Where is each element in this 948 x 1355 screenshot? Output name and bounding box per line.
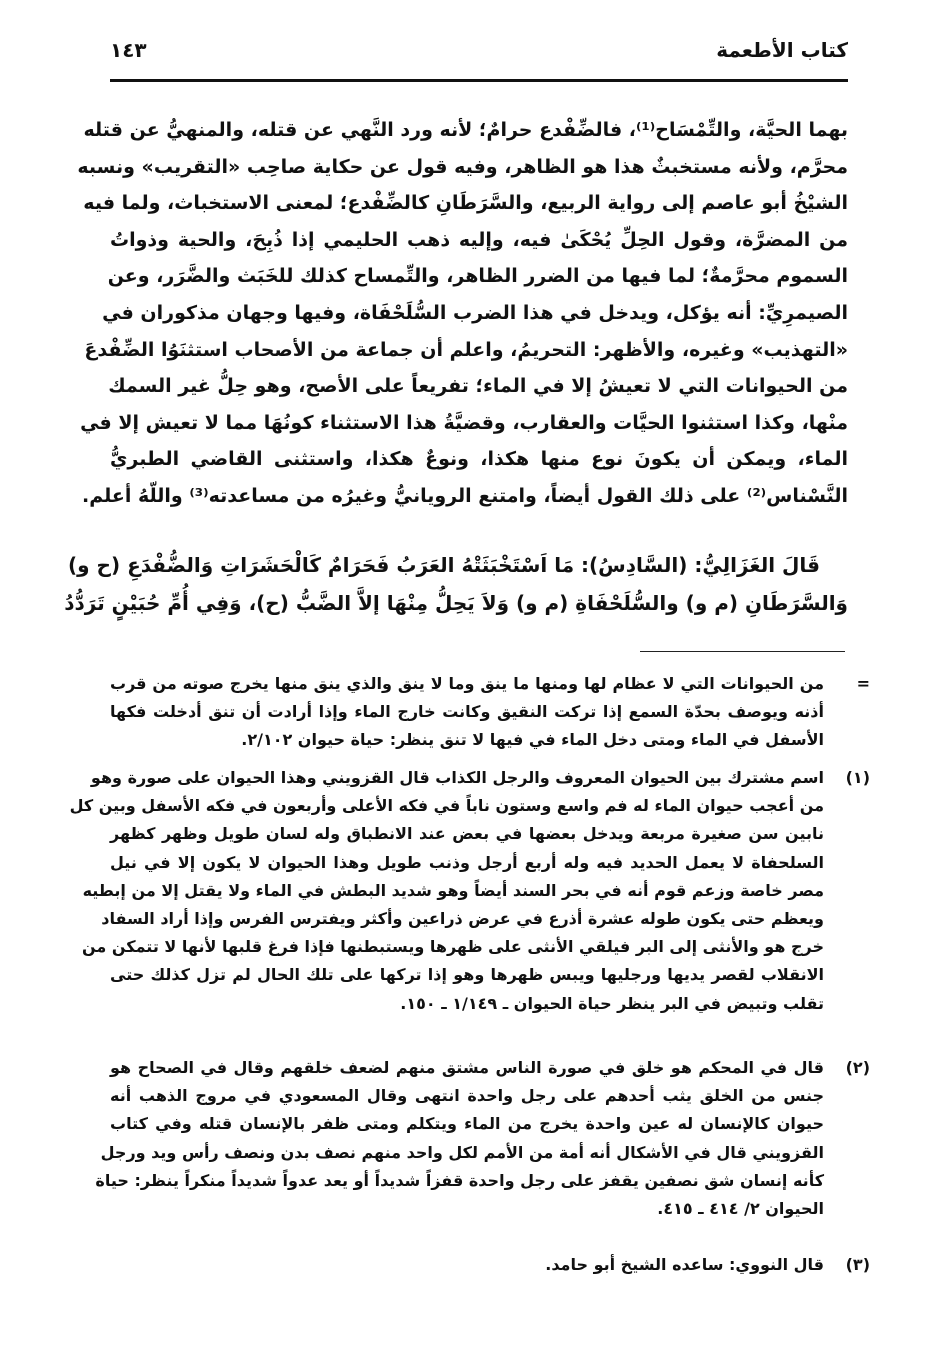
commentary-text bbox=[77, 112, 848, 515]
text-line: منْها، وكذا استثنوا الحيَّات والعقارب، وقضيَّةُ هذا الاستثناء كونُهَا مما لا تعيش إلا في bbox=[80, 411, 848, 434]
text-line: «التهذيب» وغيره، والأظهر: التحريمُ، واعلم أن جماعة من الأصحاب استثنَوُا الضِّفْدعَ bbox=[84, 338, 848, 361]
footnote-line: ويعظم حتى يكون طوله عشرة أذرع في عرض ذراعين وأكثر ويفترس الفرس وإذا أراد السفاد bbox=[101, 908, 824, 928]
footnote-line: حيوان كالإنسان له عين واحدة يخرج من الماء ويتكلم ومتى ظفر بالإنسان قتله وفي كتاب bbox=[110, 1114, 824, 1134]
matn-text bbox=[64, 546, 848, 622]
running-title: كتاب الأطعمة bbox=[716, 38, 848, 62]
footnote-line: مصر خاصة وزعم قوم أنه في بحر السند أيضاً وهو شديد البطش في الماء ولا يقتل إلا من إبطيه bbox=[82, 880, 824, 900]
footnote-line: القزويني قال في الأشكال أنه أمة من الأمم لكل واحد منهم نصف بدن ونصف رأس ويد ورجل bbox=[100, 1142, 824, 1162]
footnote-2 bbox=[95, 1054, 870, 1223]
text-line: النَّسْناس⁽²⁾ على ذلك القول أيضاً، وامتنع الرويانيُّ وغيرُه من مساعدته⁽³⁾ واللّهُ أعلم. bbox=[81, 484, 848, 507]
footnote-line: الأسفل في الماء ومتى دخل الماء في فيها لا تنق ينظر: حياة حيوان ٢/١٠٢. bbox=[241, 730, 824, 750]
footnote-line: اسم مشترك بين الحيوان المعروف والرجل الكذاب قال القزويني وهذا الحيوان على صورة وهو bbox=[90, 768, 824, 787]
footnote-line: تقلب وتبيض في البر ينظر حياة الحيوان ـ ١/١٤٩ ـ ١٥٠. bbox=[400, 993, 824, 1013]
footnote-line: السلحفاة لا يعمل الحديد فيه وله أربع أرجل وذنب طويل وهذا الحيوان لا يكون إلا في نيل bbox=[110, 852, 824, 872]
text-line: السموم محرَّمةٌ؛ لما فيها من الضرر الظاهر، والتِّمساح كذلك للخَبَث والضَّرَر، وعن bbox=[107, 265, 848, 288]
footnote-continued bbox=[110, 670, 870, 755]
text-line: محرَّم، ولأنه مستخبثٌ هذا هو الظاهر، وفيه قول عن حكاية صاحِب «التقريب» ونسبه bbox=[77, 155, 848, 178]
footnote-marker: = bbox=[856, 674, 870, 693]
footnote-line: أذنه ويوصف بحدّة السمع إذا تركت النقيق وكانت خارج الماء وإذا أرادت أن تنق أدخلت فكها bbox=[110, 702, 824, 722]
footnote-marker: (٣) bbox=[845, 1255, 870, 1274]
footnote-line: الحيوان ٢/ ٤١٤ ـ ٤١٥. bbox=[657, 1198, 824, 1218]
page-number: ١٤٣ bbox=[110, 38, 147, 62]
footnote-line: كأنه إنسان شق نصفين يقفز على رجل واحدة قفزاً شديداً أو يعد عدواً شديداً منكراً ينظر: حياة bbox=[95, 1170, 824, 1190]
matn-line: وَالسَّرَطَانِ (م و) والسُّلَحْفَاةِ (م و) وَلاَ يَحِلُّ مِنْهَا إلاَّ الضَّبُّ (ح)، وَفِي أُمِّ حُبَيْنٍ تَرَدُّدُ bbox=[64, 591, 848, 615]
matn-line: قَالَ الغَزَالِيُّ: (السَّادِسُ): مَا اَسْتَخْبَثَتْهُ العَرَبُ فَحَرَامٌ كَالْحَشَرَاتِ وَالضُّفْدَعِ (ح و) bbox=[68, 553, 820, 577]
text-line: بهما الحيَّة، والتِّمْسَاح⁽¹⁾، فالضِّفْدع حرامٌ؛ لأنه ورد النَّهي عن قتله، والمنهيُّ عن قتله bbox=[83, 119, 848, 141]
footnote-separator bbox=[640, 651, 845, 652]
footnote-marker: (٢) bbox=[845, 1058, 870, 1077]
footnote-line: من أعجب حيوان الماء له فم واسع وستون ناباً في فكه الأعلى وأربعون في فكه الأسفل وبين كل bbox=[69, 796, 824, 816]
text-line: الشيْخُ أبو عاصم إلى رواية الربيع، والسَّرَطَانِ كالضِّفْدع؛ لمعنى الاستخباث، ولما فيه bbox=[83, 192, 848, 215]
footnote-1 bbox=[69, 764, 870, 1018]
header-rule bbox=[110, 79, 848, 82]
footnote-marker: (١) bbox=[845, 768, 870, 787]
text-line: من المضرَّة، وقول الحِلِّ يُحْكَىٰ فيه، وإليه ذهب الحليمي إذا ذُبِحَ، والحية وذواتُ bbox=[110, 228, 848, 251]
footnote-line: الانقلاب لقصر يديها ورجليها ويبس ظهرها وهو إذا تركها على تلك الحال لم تزل كذلك حتى bbox=[110, 965, 824, 985]
footnote-3 bbox=[110, 1251, 870, 1279]
text-line: الماء، ويمكن أن يكونَ نوع منها هكذا، ونوعٌ هكذا، واستثنى القاضي الطبريُّ bbox=[110, 448, 848, 471]
text-line: من الحيوانات التي لا تعيشُ إلا في الماء؛ تفريعاً على الأصح، وهو حِلُّ غير السمك bbox=[108, 375, 848, 398]
footnote-line: قال في المحكم هو خلق في صورة الناس مشتق منهم لضعف خلقهم وقال في الصحاح هو bbox=[110, 1058, 824, 1077]
footnote-line: قال النووي: ساعده الشيخ أبو حامد. bbox=[545, 1255, 824, 1274]
footnote-line: جنس من الخلق يثب أحدهم على رجل واحدة انتهى وقال المسعودي في مروج الذهب أنه bbox=[110, 1086, 824, 1106]
running-header bbox=[110, 38, 848, 72]
footnote-line: نابين سن صغيرة مربعة ويدخل بعضها في بعض عند الانطباق وله لسان طويل وظهر كظهر bbox=[110, 824, 824, 844]
text-line: الصيمرِيِّ: أنه يؤكل، ويدخل في هذا الضرب السُّلَحْفَاة، وفيها وجهان مذكوران في bbox=[102, 301, 848, 324]
footnote-line: خرج هو والأنثى إلى البر فيلقي الأنثى على ظهرها ويستبطنها فإذا فرغ قلبها لأنها لا تتمكن من bbox=[81, 937, 824, 957]
footnote-line: من الحيوانات التي لا عظام لها ومنها ما ينق وما لا ينق والذي ينق منها يخرج صوته من قرب bbox=[110, 674, 824, 693]
